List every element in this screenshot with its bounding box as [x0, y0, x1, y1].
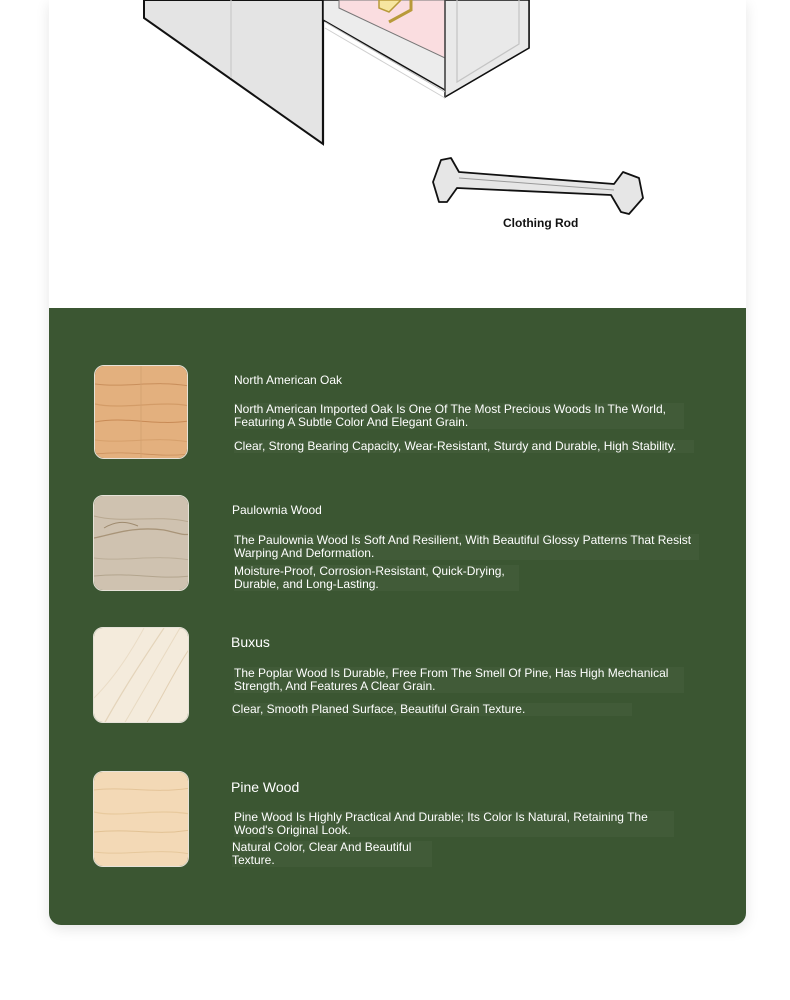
material-features: Moisture-Proof, Corrosion-Resistant, Quick-Drying, Durable, and Long-Lasting. — [234, 565, 519, 591]
buxus-swatch-image — [93, 627, 189, 723]
material-name: North American Oak — [234, 373, 343, 387]
material-name: Paulownia Wood — [232, 503, 322, 517]
wardrobe-door — [144, 0, 323, 144]
clothing-rod-icon — [433, 158, 643, 214]
material-features: Clear, Smooth Planed Surface, Beautiful Grain Texture. — [232, 703, 632, 716]
material-features: Clear, Strong Bearing Capacity, Wear-Resistant, Sturdy and Durable, High Stability. — [234, 440, 694, 453]
wardrobe-illustration — [49, 0, 746, 308]
material-description: North American Imported Oak Is One Of The Most Precious Woods In The World, Featuring A Subtle Color And Elegant Grain. — [234, 403, 684, 429]
wood-materials-section — [49, 308, 746, 925]
material-name: Pine Wood — [231, 779, 300, 795]
clothing-rod-label: Clothing Rod — [503, 216, 579, 230]
material-description: The Poplar Wood Is Durable, Free From The Smell Of Pine, Has High Mechanical Strength, And Features A Clear Grain. — [234, 667, 684, 693]
wardrobe-drawing — [49, 0, 746, 308]
oak-swatch-image — [94, 365, 188, 459]
paulownia-swatch-image — [93, 495, 189, 591]
pine-swatch-image — [93, 771, 189, 867]
material-description: Pine Wood Is Highly Practical And Durable; Its Color Is Natural, Retaining The Wood's Original Look. — [234, 811, 674, 837]
material-features: Natural Color, Clear And Beautiful Texture. — [232, 841, 432, 867]
product-detail-card — [49, 0, 746, 925]
material-name: Buxus — [231, 634, 270, 650]
material-description: The Paulownia Wood Is Soft And Resilient, With Beautiful Glossy Patterns That Resist Warping And Deformation. — [234, 534, 699, 560]
